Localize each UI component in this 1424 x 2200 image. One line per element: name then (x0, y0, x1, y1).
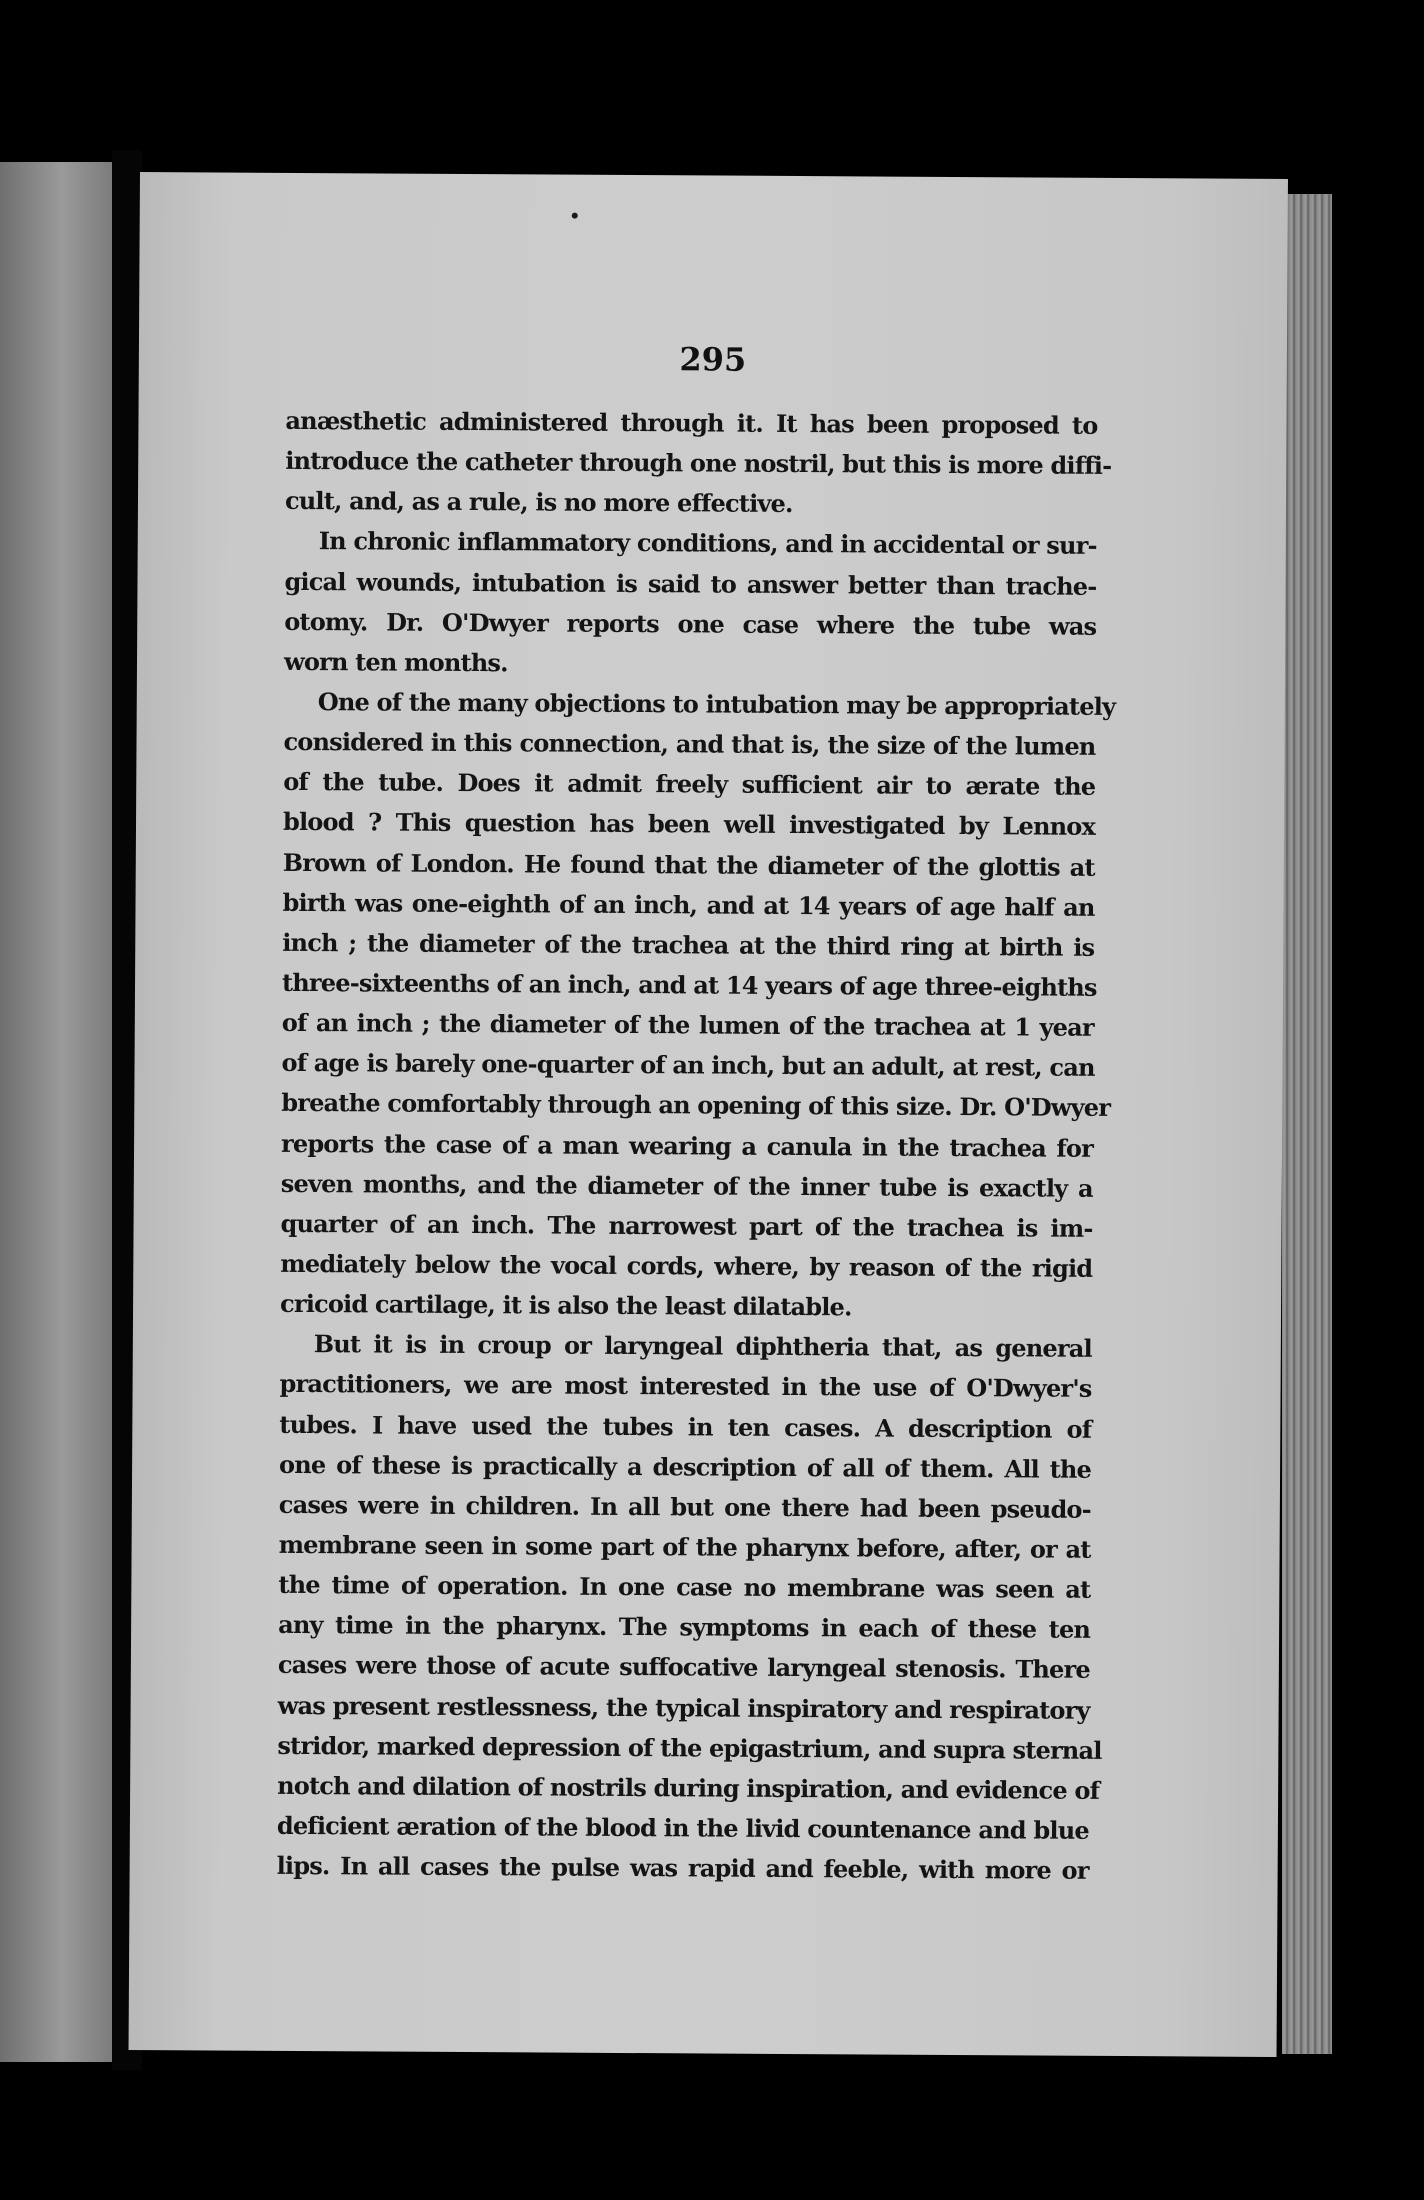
text-line: practitioners, we are most interested in the use of O'Dwyer's (279, 1369, 1092, 1404)
text-line: stridor, marked depression of the epigastrium, and supra sternal (277, 1730, 1102, 1765)
text-line: otomy. Dr. O'Dwyer reports one case where the tube was (284, 606, 1097, 641)
text-line: of an inch ; the diameter of the lumen of the trachea at 1 year (281, 1007, 1094, 1042)
text-line: mediately below the vocal cords, where, by reason of the rigid (280, 1248, 1093, 1283)
text-line: gical wounds, intubation is said to answer better than trache- (284, 566, 1097, 601)
text-line: cases were in children. In all but one there had been pseudo- (278, 1489, 1091, 1524)
text-line: tubes. I have used the tubes in ten cases. A description of (279, 1409, 1092, 1444)
page-stack-edges (1282, 194, 1332, 2054)
text-line: worn ten months. (283, 646, 508, 678)
text-line: cricoid cartilage, it is also the least dilatable. (280, 1288, 852, 1322)
ink-speck (572, 213, 578, 219)
text-line: the time of operation. In one case no membrane was seen at (278, 1569, 1091, 1604)
text-line: anæsthetic administered through it. It has been proposed to (285, 405, 1098, 440)
text-line: membrane seen in some part of the pharynx before, after, or at (278, 1529, 1091, 1564)
text-line: birth was one-eighth of an inch, and at 14 years of age half an (282, 887, 1095, 922)
text-line: blood ? This question has been well investigated by Lennox (282, 807, 1096, 842)
text-line: breathe comfortably through an opening of this size. Dr. O'Dwyer (281, 1088, 1111, 1123)
text-line: seven months, and the diameter of the inner tube is exactly a (280, 1168, 1093, 1203)
book-page (129, 172, 1288, 2057)
text-line: cult, and, as a rule, is no more effective. (284, 486, 793, 519)
text-line: quarter of an inch. The narrowest part of the trachea is im- (280, 1208, 1093, 1243)
body-text (276, 401, 1116, 1891)
text-line: considered in this connection, and that is, the size of the lumen (283, 727, 1096, 761)
text-line: inch ; the diameter of the trachea at the third ring at birth is (282, 927, 1095, 962)
text-line: of age is barely one-quarter of an inch, but an adult, at rest, can (281, 1048, 1095, 1083)
text-line: any time in the pharynx. The symptoms in each of these ten (278, 1610, 1091, 1645)
text-line: cases were those of acute suffocative laryngeal stenosis. There (277, 1650, 1090, 1685)
text-line: of the tube. Does it admit freely sufficient air to ærate the (283, 767, 1096, 802)
text-line: lips. In all cases the pulse was rapid and feeble, with more or (276, 1850, 1089, 1885)
text-line: introduce the catheter through one nostril, but this is more diffi- (285, 446, 1112, 481)
text-line: three-sixteenths of an inch, and at 14 years of age three-eighths (281, 967, 1097, 1002)
text-line: reports the case of a man wearing a canula in the trachea for (280, 1128, 1094, 1163)
text-line: Brown of London. He found that the diameter of the glottis at (282, 847, 1095, 882)
text-line: One of the many objections to intubation may be appropriately (317, 687, 1116, 721)
text-line: notch and dilation of nostrils during inspiration, and evidence of (277, 1770, 1100, 1805)
text-line: was present restlessness, the typical inspiratory and respiratory (277, 1690, 1090, 1725)
text-line: But it is in croup or laryngeal diphtheria that, as general (313, 1329, 1092, 1364)
text-line: one of these is practically a description of all of them. All the (279, 1449, 1092, 1484)
text-line: deficient æration of the blood in the livid countenance and blue (276, 1810, 1089, 1845)
text-line: In chronic inflammatory conditions, and in accidental or sur- (318, 526, 1097, 561)
page-number: 295 (679, 340, 747, 379)
facing-page-edge (0, 162, 112, 2062)
